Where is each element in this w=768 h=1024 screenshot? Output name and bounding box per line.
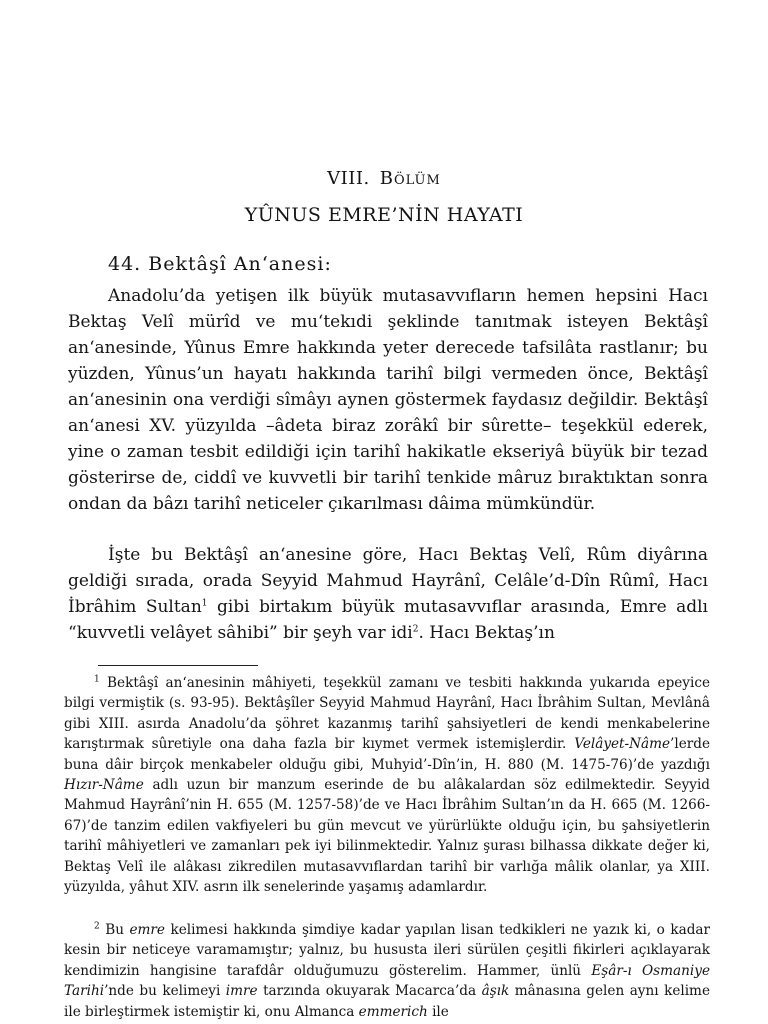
- footnote-1: [64, 673, 710, 897]
- chapter-heading: [0, 168, 768, 189]
- chapter-word: Bölüm: [379, 168, 441, 189]
- footnote-marker: 1: [94, 674, 100, 685]
- footnote-italic-term: imre: [225, 983, 258, 1000]
- footnote-text: tarzında okuyarak Macarca’da: [257, 983, 482, 1000]
- footnote-text: ile: [427, 1003, 449, 1020]
- footnote-reference-1: 1: [201, 598, 208, 609]
- footnote-text: adlı uzun bir manzum eserinde de bu alâkalardan söz edilmektedir. Seyyid Mahmud Hayrânî’nin H. 655 (M. 1257-58)’de ve Hacı İbrâhim Sultan’ın da H. 665 (M. 1266-67)’de tanzim edilen vakfiyeleri bu gün mevcut ve yürürlükte olduğu için, bu şahsiyetlerin tarihî mâhiyetleri ve zamanları pek iyi bilinmektedir. Yalnız şurası bilhassa dikkate değer ki, Bektaş Velî ile alâkası zikredilen mutasavvıflardan tarihî bir varlığa mâlik olanlar, ya XIII. yüzyılda, yâhut XIV. asrın ilk senelerinde yaşamış adamlardır.: [64, 777, 710, 896]
- paragraph-text: İşte bu Bektâşî an‘anesine göre, Hacı Bektaş Velî, Rûm diyârına geldiği sırada, orada Seyyid Mahmud Hayrânî, Celâle’d-Dîn Rûmî, Hacı İbrâhim Sultan: [68, 545, 708, 617]
- body-paragraph-2: [68, 542, 708, 646]
- footnote-italic-term: âşık: [481, 983, 510, 1000]
- footnote-text: ’nde bu kelimeyi: [104, 983, 226, 1000]
- footnote-text: kelimesi hakkında şimdiye kadar yapılan lisan tedkikleri ne yazık ki, o kadar kesin bir neticeye varamamıştır; yalnız, bu hususta ileri sürülen çeşitli fikirleri açıklayarak kendimizin hangisine tarafdâr olduğumuzu gösterelim. Hammer, ünlü: [64, 922, 710, 979]
- footnote-italic-title: Velâyet-Nâme: [574, 736, 671, 753]
- paragraph-text: gibi birtakım büyük mutasavvıflar arasında, Emre adlı “kuvvetli velâyet sâhibi” bir şeyh var idi: [68, 597, 708, 643]
- chapter-number: VIII.: [327, 168, 370, 189]
- footnote-italic-title: Hızır-Nâme: [64, 777, 144, 794]
- chapter-title: YÛNUS EMRE’NİN HAYATI: [244, 204, 524, 226]
- paragraph-text: . Hacı Bektaş’ın: [418, 623, 555, 643]
- footnote-divider: [98, 665, 258, 666]
- footnote-text: ’lerde buna dâir birçok menkabeler olduğu gibi, Muhyid’-Dîn’in, H. 880 (M. 1475-76)’de yazdığı: [64, 736, 710, 773]
- footnote-italic-term: emmerich: [358, 1003, 428, 1020]
- footnote-2: [64, 920, 710, 1022]
- footnote-text: Bu: [99, 922, 130, 938]
- footnote-text: Bektâşî an‘anesinin mâhiyeti, teşekkül zamanı ve tesbiti hakkında yukarıda epeyice bilgi vermiştik (s. 93-95). Bektâşîler Seyyid Mahmud Hayrânî, Hacı İbrâhim Sultan, Mevlânâ gibi XIII. asırda Anadolu’da şöhret kazanmış tarihî şahsiyetleri de kendi menkabelerine karıştırmak sûretiyle ona daha fazla bir kıymet vermek istemişlerdir.: [64, 675, 710, 753]
- footnote-text: mânasına gelen aynı kelime ile birleştirmek istemiştir ki, onu Almanca: [64, 983, 710, 1020]
- footnote-marker: 2: [94, 921, 100, 932]
- footnote-italic-term: emre: [129, 922, 165, 938]
- footnote-reference-2: 2: [412, 624, 419, 635]
- body-paragraph-1: Anadolu’da yetişen ilk büyük mutasavvıfların hemen hepsini Hacı Bektaş Velî mürîd ve mu‘tekıdi şeklinde tanıtmak isteyen Bektâşî an‘anesinde, Yûnus Emre hakkında yeter derecede tafsilâta rastlanır; bu yüzden, Yûnus’un hayatı hakkında tarihî bilgi vermeden önce, Bektâşî an‘anesinin ona verdiği sîmâyı aynen göstermek faydasız değildir. Bektâşî an‘anesi XV. yüzyılda –âdeta biraz zorâkî bir sûrette– teşekkül ederek, yine o zaman tesbit edildiği için tarihî hakikatle ekseriyâ büyük bir tezad gösterirse de, ciddî ve kuvvetli bir tarihî tenkide mâruz bıraktıktan sonra ondan da bâzı tarihî neticeler çıkarılması dâima mümkündür.: [68, 286, 708, 514]
- section-heading: 44. Bektâşî An‘anesi:: [108, 253, 332, 275]
- footnote-italic-title: Eşâr-ı Osmaniye Tarihi: [64, 962, 710, 1000]
